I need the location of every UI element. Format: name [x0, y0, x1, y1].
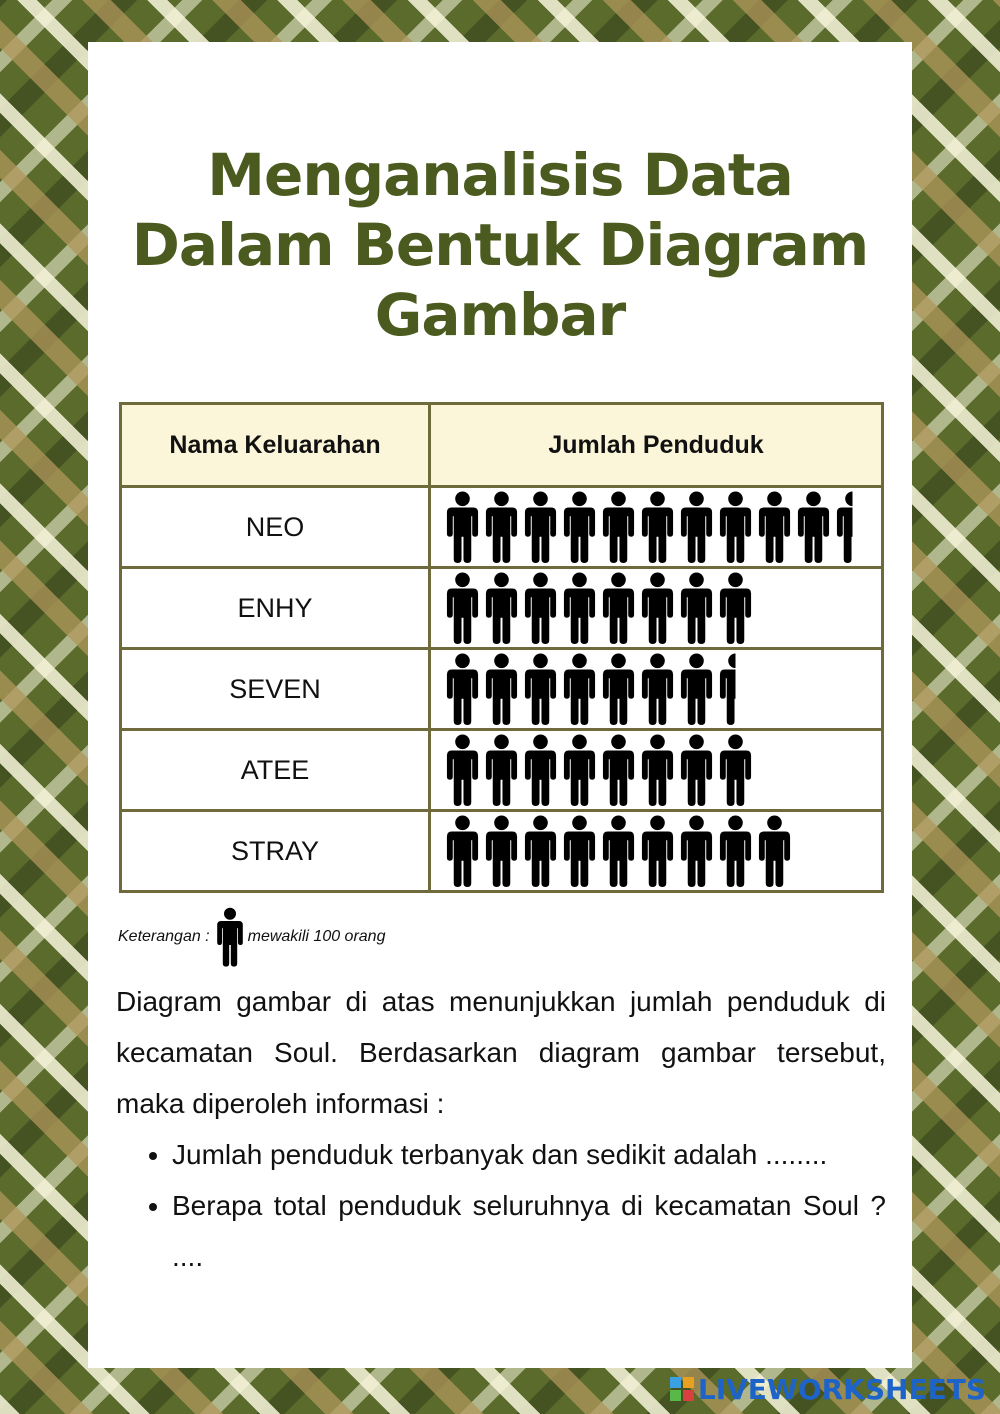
- table-row: [121, 487, 883, 568]
- title-line-1: Menganalisis Data: [207, 141, 793, 209]
- liveworksheets-logo-icon: [670, 1377, 694, 1401]
- question-text: [116, 976, 886, 1282]
- person-icon: [443, 572, 482, 644]
- legend-suffix: mewakili 100 orang: [247, 928, 386, 945]
- person-icon: [638, 572, 677, 644]
- person-icon: [599, 734, 638, 806]
- row-name: SEVEN: [121, 649, 430, 730]
- person-icon: [677, 572, 716, 644]
- person-icon: [482, 491, 521, 563]
- person-icon: [716, 815, 755, 887]
- person-icon: [521, 491, 560, 563]
- title-line-3: Gambar: [374, 281, 626, 349]
- person-icon: [443, 734, 482, 806]
- person-icon: [560, 653, 599, 725]
- person-icon: [638, 815, 677, 887]
- half-person-icon: [833, 491, 872, 563]
- person-icon: [521, 815, 560, 887]
- person-icon: [599, 572, 638, 644]
- person-icon: [214, 907, 246, 967]
- watermark-text: LIVEWORKSHEETS: [697, 1372, 986, 1406]
- row-name: STRAY: [121, 811, 430, 892]
- person-icon: [599, 815, 638, 887]
- table-row: [121, 649, 883, 730]
- watermark: [670, 1372, 986, 1406]
- person-icon: [560, 734, 599, 806]
- person-icon: [482, 815, 521, 887]
- person-icon: [443, 491, 482, 563]
- question-list: [116, 1129, 886, 1282]
- legend-prefix: Keterangan :: [118, 928, 210, 945]
- legend: [118, 906, 385, 968]
- title-line-2: Dalam Bentuk Diagram: [131, 211, 869, 279]
- row-icons: [430, 730, 883, 811]
- person-icon: [638, 734, 677, 806]
- person-icon: [482, 734, 521, 806]
- person-icon: [560, 491, 599, 563]
- person-icon: [443, 653, 482, 725]
- question-item: • Berapa total penduduk seluruhnya di kecamatan Soul ? ....: [172, 1180, 886, 1282]
- question-item: • Jumlah penduduk terbanyak dan sedikit adalah ........: [172, 1129, 886, 1180]
- person-icon: [521, 734, 560, 806]
- row-name: ENHY: [121, 568, 430, 649]
- intro-paragraph: Diagram gambar di atas menunjukkan jumlah penduduk di kecamatan Soul. Berdasarkan diagram gambar tersebut, maka diperoleh informasi :: [116, 986, 886, 1119]
- person-icon: [794, 491, 833, 563]
- table-row: [121, 568, 883, 649]
- half-person-icon: [716, 653, 755, 725]
- person-icon: [677, 734, 716, 806]
- person-icon: [677, 491, 716, 563]
- person-icon: [599, 491, 638, 563]
- pictograph-table: [119, 402, 884, 893]
- person-icon: [716, 491, 755, 563]
- person-icon: [482, 653, 521, 725]
- table-row: [121, 811, 883, 892]
- person-icon: [716, 572, 755, 644]
- page-title: [88, 140, 912, 350]
- header-name: Nama Keluarahan: [121, 404, 430, 487]
- person-icon: [599, 653, 638, 725]
- row-icons: [430, 649, 883, 730]
- table-row: [121, 730, 883, 811]
- person-icon: [755, 491, 794, 563]
- person-icon: [443, 815, 482, 887]
- person-icon: [638, 653, 677, 725]
- person-icon: [482, 572, 521, 644]
- person-icon: [638, 491, 677, 563]
- person-icon: [677, 653, 716, 725]
- row-name: ATEE: [121, 730, 430, 811]
- table-header-row: [121, 404, 883, 487]
- header-count: Jumlah Penduduk: [430, 404, 883, 487]
- row-icons: [430, 487, 883, 568]
- row-name: NEO: [121, 487, 430, 568]
- person-icon: [560, 572, 599, 644]
- person-icon: [755, 815, 794, 887]
- person-icon: [521, 572, 560, 644]
- person-icon: [521, 653, 560, 725]
- person-icon: [560, 815, 599, 887]
- person-icon: [677, 815, 716, 887]
- person-icon: [716, 734, 755, 806]
- row-icons: [430, 568, 883, 649]
- row-icons: [430, 811, 883, 892]
